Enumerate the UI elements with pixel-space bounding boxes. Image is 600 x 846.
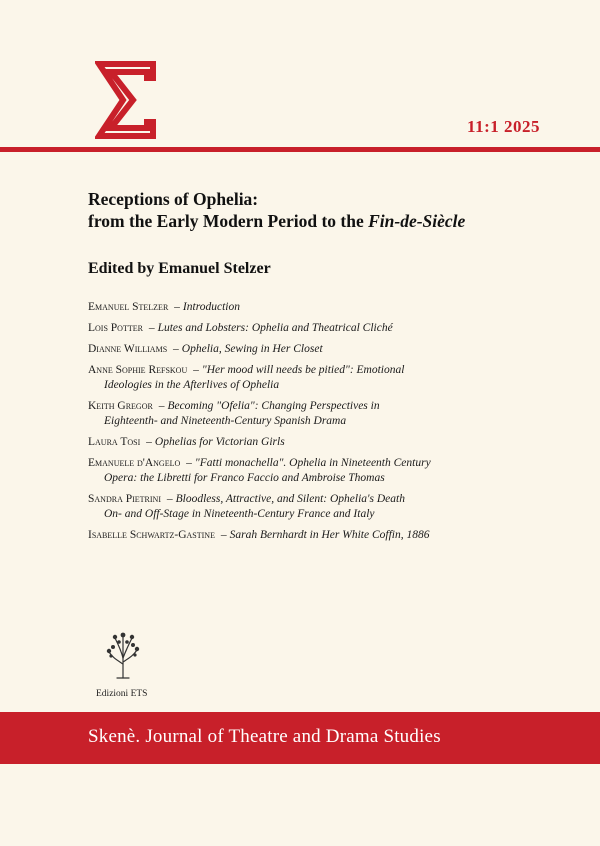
toc-author: Dianne Williams: [88, 343, 168, 355]
toc-work: Bloodless, Attractive, and Silent: Ophelia's Death: [175, 493, 405, 505]
toc-work: "Fatti monachella". Ophelia in Nineteenth Century: [194, 457, 431, 469]
toc-entry: Laura Tosi – Ophelias for Victorian Girls: [88, 436, 285, 448]
toc-entry: Dianne Williams – Ophelia, Sewing in Her Closet: [88, 343, 323, 355]
publisher-name: Edizioni ETS: [96, 689, 148, 699]
tree-icon: [103, 630, 143, 680]
toc-work: Sarah Bernhardt in Her White Coffin, 1886: [229, 529, 430, 541]
toc-author: Isabelle Schwartz-Gastine: [88, 529, 215, 541]
toc-author: Keith Gregor: [88, 400, 153, 412]
title-line-1: Receptions of Ophelia:: [88, 189, 259, 209]
title-line-2-text: from the Early Modern Period to the: [88, 211, 369, 231]
toc-work: Ophelia, Sewing in Her Closet: [181, 343, 323, 355]
sigma-logo-icon: [95, 60, 157, 140]
editor-credit: Edited by Emanuel Stelzer: [88, 260, 271, 277]
toc-author: Emanuele d'Angelo: [88, 457, 181, 469]
title-line-2-italic: Fin-de-Siècle: [368, 211, 466, 231]
toc-author: Lois Potter: [88, 322, 143, 334]
toc-author: Sandra Pietrini: [88, 493, 161, 505]
toc-work: Becoming "Ofelia": Changing Perspectives in: [167, 400, 380, 412]
issue-number: 11:1 2025: [467, 117, 540, 136]
toc-author: Emanuel Stelzer: [88, 301, 169, 313]
toc-author: Anne Sophie Refskou: [88, 364, 188, 376]
toc-entry: Anne Sophie Refskou – "Her mood will needs be pitied": Emotional Ideologies in the Afterlives of Ophelia: [88, 363, 558, 393]
toc-work-continued: Ideologies in the Afterlives of Ophelia: [104, 379, 280, 391]
toc-entry: Lois Potter – Lutes and Lobsters: Ophelia and Theatrical Cliché: [88, 322, 393, 334]
header-rule: [0, 147, 600, 152]
journal-title: Skenè. Journal of Theatre and Drama Studies: [88, 726, 441, 747]
title-line-2: [88, 210, 558, 232]
toc-work: Ophelias for Victorian Girls: [154, 436, 285, 448]
toc-entry: Emanuele d'Angelo – "Fatti monachella". Ophelia in Nineteenth Century Opera: the Libretti for Franco Faccio and Ambroise Thomas: [88, 456, 558, 486]
toc-entry: Isabelle Schwartz-Gastine – Sarah Bernhardt in Her White Coffin, 1886: [88, 529, 430, 541]
toc-work-continued: Eighteenth- and Nineteenth-Century Spanish Drama: [104, 415, 347, 427]
toc-entry: Sandra Pietrini – Bloodless, Attractive, and Silent: Ophelia's Death On- and Off-Stage in Nineteenth-Century France and Italy: [88, 492, 558, 522]
toc-work: Lutes and Lobsters: Ophelia and Theatrical Cliché: [157, 322, 393, 334]
toc-work: Introduction: [182, 301, 240, 313]
toc-entry: Emanuel Stelzer – Introduction: [88, 301, 240, 313]
toc-author: Laura Tosi: [88, 436, 141, 448]
toc-work-continued: On- and Off-Stage in Nineteenth-Century France and Italy: [104, 508, 375, 520]
toc-entry: Keith Gregor – Becoming "Ofelia": Changing Perspectives in Eighteenth- and Nineteenth-Century Spanish Drama: [88, 399, 558, 429]
toc-work: "Her mood will needs be pitied": Emotional: [201, 364, 405, 376]
toc-work-continued: Opera: the Libretti for Franco Faccio and Ambroise Thomas: [104, 472, 385, 484]
table-of-contents: [88, 300, 558, 549]
issue-title: [88, 188, 558, 232]
